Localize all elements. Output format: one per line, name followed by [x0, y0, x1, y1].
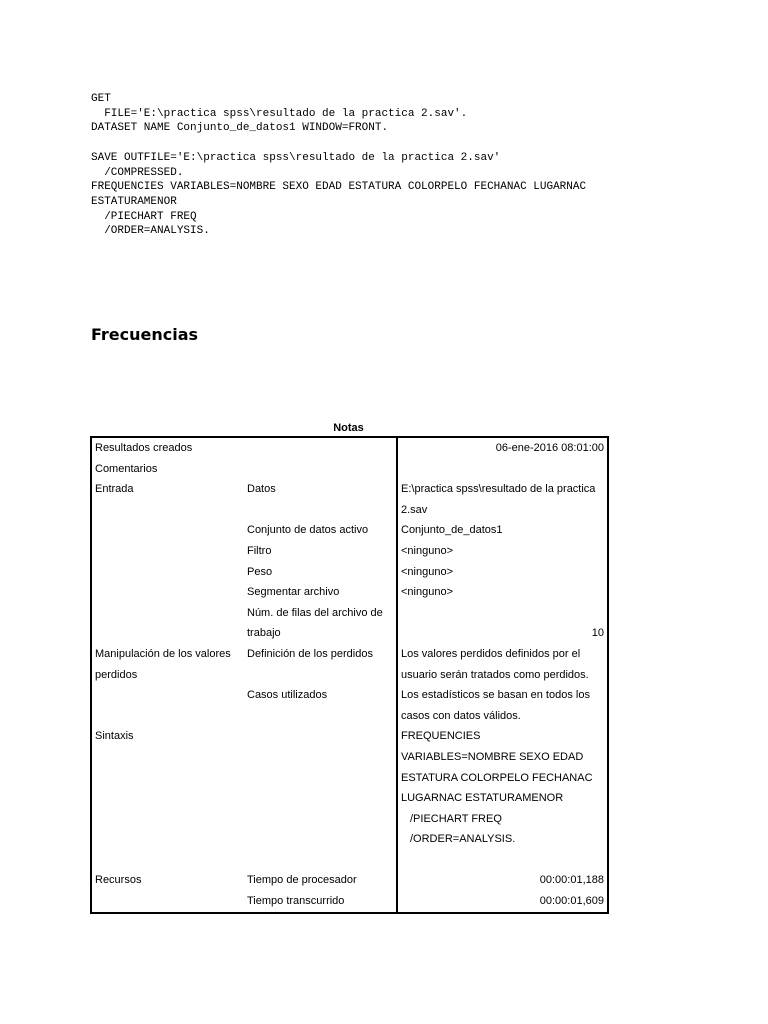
syntax-cell-line: /PIECHART FREQ [410, 812, 502, 825]
syntax-line: GET [91, 93, 111, 105]
notes-table [90, 436, 609, 914]
cell-value: Los valores perdidos definidos por el usuario serán tratados como perdidos. [397, 644, 608, 685]
row-label: Resultados creados [95, 442, 193, 454]
syntax-line: FILE='E:\practica spss\resultado de la practica 2.sav'. [91, 107, 468, 120]
syntax-line: FREQUENCIES VARIABLES=NOMBRE SEXO EDAD ESTATURA COLORPELO FECHANAC LUGARNAC [91, 181, 587, 194]
row-sublabel: Definición de los perdidos [247, 647, 373, 660]
notes-table-title: Notas [333, 422, 364, 434]
table-row [91, 685, 608, 726]
row-label: Comentarios [95, 462, 158, 475]
table-row [91, 603, 608, 644]
syntax-line [91, 136, 586, 151]
syntax-line: DATASET NAME Conjunto_de_datos1 WINDOW=FRONT. [91, 122, 389, 135]
syntax-line: SAVE OUTFILE='E:\practica spss\resultado de la practica 2.sav' [91, 151, 501, 164]
table-row [91, 520, 608, 541]
cell-value: Los estadísticos se basan en todos los casos con datos válidos. [397, 685, 608, 726]
table-row [91, 437, 608, 459]
row-sublabel: Filtro [247, 544, 272, 557]
row-sublabel: Conjunto de datos activo [247, 524, 369, 537]
syntax-cell-line: FREQUENCIES [401, 730, 481, 743]
table-row [91, 870, 608, 891]
syntax-cell-line: VARIABLES=NOMBRE SEXO EDAD [401, 750, 584, 763]
table-row [91, 644, 608, 685]
table-row [91, 479, 608, 520]
table-row [91, 459, 608, 480]
cell-value: <ninguno> [397, 582, 608, 603]
cell-value: <ninguno> [397, 541, 608, 562]
syntax-line: /COMPRESSED. [91, 166, 184, 179]
syntax-cell [397, 726, 608, 870]
cell-value: 00:00:01,188 [397, 870, 608, 891]
row-label: Manipulación de los valores perdidos [95, 647, 231, 681]
cell-value: 00:00:01,609 [397, 891, 608, 913]
table-row [91, 541, 608, 562]
table-row [91, 726, 608, 870]
syntax-cell-line: ESTATURA COLORPELO FECHANAC [401, 771, 593, 784]
table-row [91, 582, 608, 603]
syntax-cell-line: LUGARNAC ESTATURAMENOR [401, 792, 564, 805]
cell-value: E:\practica spss\resultado de la practica 2.sav [397, 479, 608, 520]
row-label: Recursos [95, 874, 142, 887]
page-title: Frecuencias [91, 325, 199, 344]
cell-value: Conjunto_de_datos1 [397, 520, 608, 541]
table-row [91, 562, 608, 583]
row-sublabel: Segmentar archivo [247, 586, 340, 599]
syntax-line: /PIECHART FREQ [91, 210, 197, 223]
syntax-log [91, 92, 586, 239]
cell-value: <ninguno> [397, 562, 608, 583]
syntax-cell-line: /ORDER=ANALYSIS. [410, 833, 516, 846]
row-label: Entrada [95, 483, 134, 496]
row-label: Sintaxis [95, 730, 134, 743]
row-sublabel: Tiempo transcurrido [247, 895, 345, 908]
cell-value: 10 [397, 603, 608, 644]
cell-value: 06-ene-2016 08:01:00 [397, 437, 608, 459]
row-sublabel: Núm. de filas del archivo de trabajo [247, 606, 383, 640]
row-sublabel: Datos [247, 483, 276, 496]
row-sublabel: Casos utilizados [247, 689, 328, 702]
row-sublabel: Peso [247, 565, 273, 578]
table-row [91, 891, 608, 913]
syntax-line: /ORDER=ANALYSIS. [91, 225, 210, 238]
syntax-line: ESTATURAMENOR [91, 195, 177, 208]
row-sublabel: Tiempo de procesador [247, 874, 357, 887]
